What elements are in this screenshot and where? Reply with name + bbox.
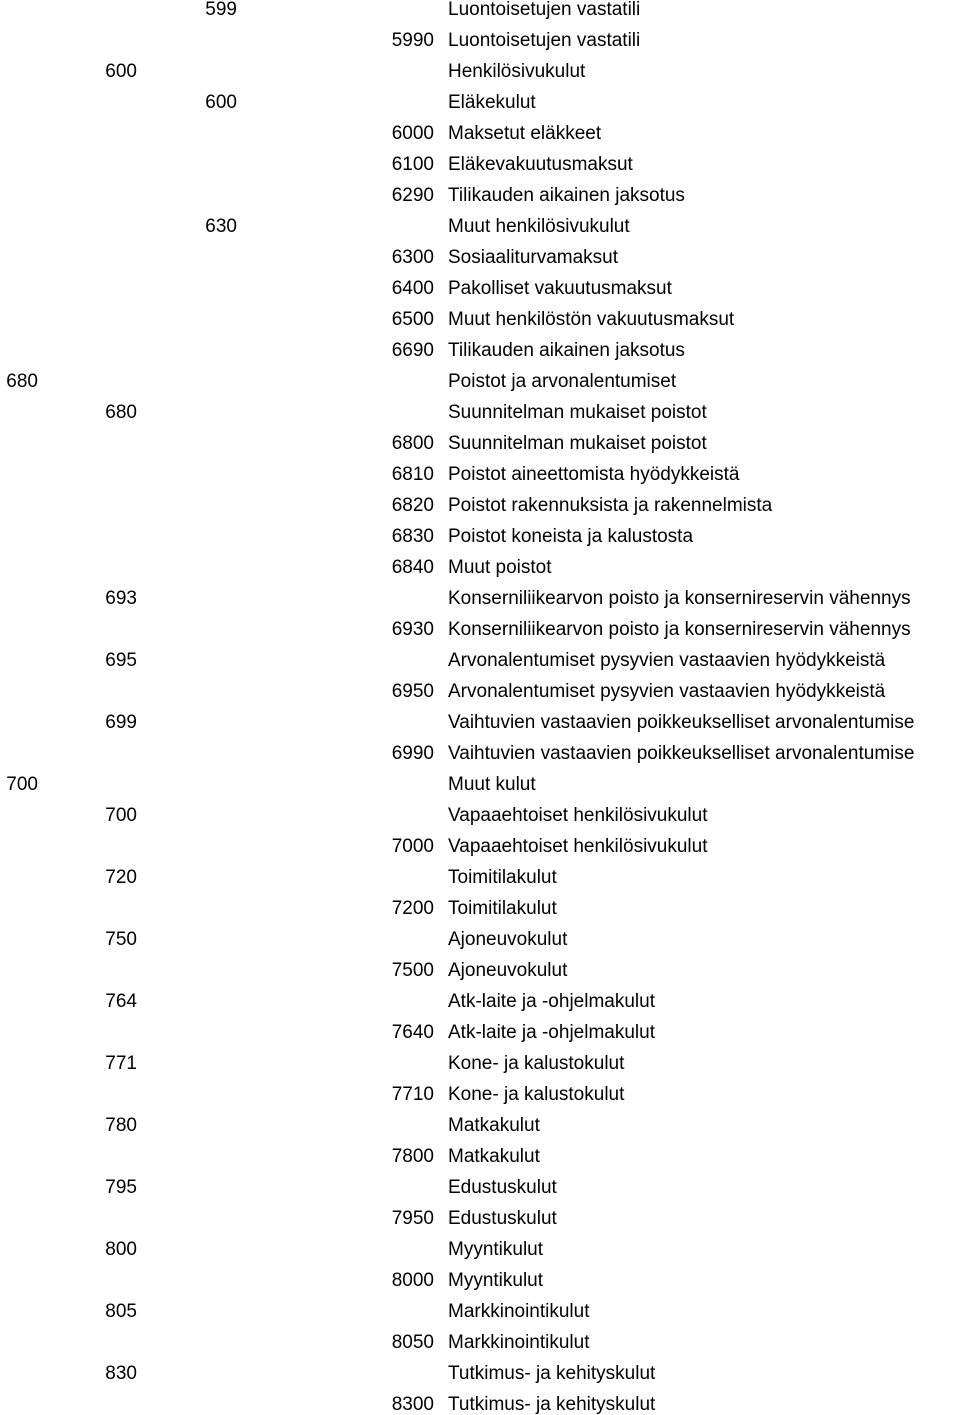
account-row <box>0 459 960 490</box>
account-row <box>0 831 960 862</box>
account-code: 5990 <box>391 30 434 51</box>
account-code: 7500 <box>391 960 434 981</box>
account-name: Toimitilakulut <box>448 898 557 919</box>
account-row <box>0 955 960 986</box>
account-name: Muut kulut <box>448 774 536 795</box>
account-code: 6000 <box>391 123 434 144</box>
account-row <box>0 273 960 304</box>
account-row <box>0 552 960 583</box>
account-name: Poistot ja arvonalentumiset <box>448 371 677 392</box>
account-row <box>0 335 960 366</box>
account-name: Ajoneuvokulut <box>448 929 568 950</box>
account-row <box>0 738 960 769</box>
account-name: Vapaaehtoiset henkilösivukulut <box>448 805 708 826</box>
account-code: 805 <box>105 1301 137 1322</box>
account-name: Vapaaehtoiset henkilösivukulut <box>448 836 708 857</box>
account-row <box>0 986 960 1017</box>
account-name: Vaihtuvien vastaavien poikkeukselliset arvonalentumise <box>448 712 915 733</box>
account-name: Suunnitelman mukaiset poistot <box>448 433 707 454</box>
account-code: 7640 <box>391 1022 434 1043</box>
account-name: Markkinointikulut <box>448 1301 590 1322</box>
account-row <box>0 1203 960 1234</box>
account-code: 7950 <box>391 1208 434 1229</box>
account-name: Konserniliikearvon poisto ja konsernireservin vähennys <box>448 619 911 640</box>
account-name: Poistot koneista ja kalustosta <box>448 526 694 547</box>
account-name: Konserniliikearvon poisto ja konsernireservin vähennys <box>448 588 911 609</box>
account-code: 6990 <box>391 743 434 764</box>
account-code: 6930 <box>391 619 434 640</box>
account-name: Vaihtuvien vastaavien poikkeukselliset arvonalentumise <box>448 743 915 764</box>
account-row <box>0 25 960 56</box>
account-row <box>0 428 960 459</box>
account-code: 6840 <box>391 557 434 578</box>
account-name: Poistot aineettomista hyödykkeistä <box>448 464 740 485</box>
account-code: 600 <box>205 92 237 113</box>
account-row <box>0 645 960 676</box>
account-row <box>0 1048 960 1079</box>
account-row <box>0 1327 960 1358</box>
account-code: 6830 <box>391 526 434 547</box>
account-code: 6690 <box>391 340 434 361</box>
account-row <box>0 1141 960 1172</box>
account-code: 700 <box>105 805 137 826</box>
account-row <box>0 490 960 521</box>
account-name: Tutkimus- ja kehityskulut <box>448 1363 656 1384</box>
account-code: 6950 <box>391 681 434 702</box>
account-row <box>0 1296 960 1327</box>
account-row <box>0 769 960 800</box>
account-code: 599 <box>205 0 237 20</box>
account-row <box>0 211 960 242</box>
account-name: Sosiaaliturvamaksut <box>448 247 619 268</box>
account-name: Maksetut eläkkeet <box>448 123 602 144</box>
account-name: Muut henkilöstön vakuutusmaksut <box>448 309 735 330</box>
account-row <box>0 707 960 738</box>
account-code: 6100 <box>391 154 434 175</box>
account-row <box>0 1389 960 1415</box>
account-code: 6400 <box>391 278 434 299</box>
account-name: Eläkevakuutusmaksut <box>448 154 633 175</box>
account-code: 764 <box>105 991 137 1012</box>
account-row <box>0 614 960 645</box>
account-row <box>0 1017 960 1048</box>
account-code: 695 <box>105 650 137 671</box>
account-row <box>0 1172 960 1203</box>
account-name: Atk-laite ja -ohjelmakulut <box>448 991 655 1012</box>
account-row <box>0 397 960 428</box>
account-code: 6800 <box>391 433 434 454</box>
account-row <box>0 1110 960 1141</box>
account-code: 6820 <box>391 495 434 516</box>
account-row <box>0 521 960 552</box>
account-code: 780 <box>105 1115 137 1136</box>
account-name: Muut henkilösivukulut <box>448 216 630 237</box>
account-row <box>0 180 960 211</box>
account-code: 830 <box>105 1363 137 1384</box>
account-name: Matkakulut <box>448 1146 540 1167</box>
account-name: Tutkimus- ja kehityskulut <box>448 1394 656 1415</box>
account-code: 6500 <box>391 309 434 330</box>
account-row <box>0 149 960 180</box>
account-row <box>0 1358 960 1389</box>
account-code: 7800 <box>391 1146 434 1167</box>
account-code: 800 <box>105 1239 137 1260</box>
account-row <box>0 366 960 397</box>
account-code: 7000 <box>391 836 434 857</box>
account-code: 8050 <box>391 1332 434 1353</box>
account-code: 700 <box>6 774 38 795</box>
account-name: Arvonalentumiset pysyvien vastaavien hyödykkeistä <box>448 681 886 702</box>
account-name: Muut poistot <box>448 557 552 578</box>
account-row <box>0 583 960 614</box>
account-row <box>0 1079 960 1110</box>
account-code: 630 <box>205 216 237 237</box>
account-row <box>0 118 960 149</box>
account-row <box>0 1265 960 1296</box>
account-name: Myyntikulut <box>448 1270 544 1291</box>
account-name: Luontoisetujen vastatili <box>448 30 641 51</box>
account-row <box>0 242 960 273</box>
account-code: 795 <box>105 1177 137 1198</box>
account-name: Kone- ja kalustokulut <box>448 1053 625 1074</box>
account-code: 7200 <box>391 898 434 919</box>
account-row <box>0 676 960 707</box>
account-code: 600 <box>105 61 137 82</box>
account-name: Myyntikulut <box>448 1239 544 1260</box>
account-code: 8000 <box>391 1270 434 1291</box>
account-code: 750 <box>105 929 137 950</box>
account-name: Suunnitelman mukaiset poistot <box>448 402 707 423</box>
account-row <box>0 304 960 335</box>
account-code: 771 <box>105 1053 137 1074</box>
account-name: Edustuskulut <box>448 1208 557 1229</box>
account-code: 7710 <box>391 1084 434 1105</box>
account-code: 6300 <box>391 247 434 268</box>
account-name: Henkilösivukulut <box>448 61 586 82</box>
account-name: Eläkekulut <box>448 92 536 113</box>
account-row <box>0 800 960 831</box>
account-row <box>0 0 960 25</box>
account-code: 680 <box>6 371 38 392</box>
account-name: Ajoneuvokulut <box>448 960 568 981</box>
account-code: 699 <box>105 712 137 733</box>
account-name: Tilikauden aikainen jaksotus <box>448 185 685 206</box>
account-name: Arvonalentumiset pysyvien vastaavien hyödykkeistä <box>448 650 886 671</box>
account-row <box>0 87 960 118</box>
account-name: Atk-laite ja -ohjelmakulut <box>448 1022 655 1043</box>
account-name: Edustuskulut <box>448 1177 557 1198</box>
account-row <box>0 56 960 87</box>
account-name: Pakolliset vakuutusmaksut <box>448 278 672 299</box>
account-row <box>0 924 960 955</box>
account-name: Matkakulut <box>448 1115 540 1136</box>
account-row <box>0 1234 960 1265</box>
account-row <box>0 893 960 924</box>
account-name: Kone- ja kalustokulut <box>448 1084 625 1105</box>
account-name: Luontoisetujen vastatili <box>448 0 641 20</box>
account-name: Poistot rakennuksista ja rakennelmista <box>448 495 773 516</box>
account-name: Markkinointikulut <box>448 1332 590 1353</box>
account-name: Toimitilakulut <box>448 867 557 888</box>
account-row <box>0 862 960 893</box>
account-code: 8300 <box>391 1394 434 1415</box>
account-code: 693 <box>105 588 137 609</box>
account-code: 6290 <box>391 185 434 206</box>
account-code: 6810 <box>391 464 434 485</box>
account-name: Tilikauden aikainen jaksotus <box>448 340 685 361</box>
account-code: 720 <box>105 867 137 888</box>
account-code: 680 <box>105 402 137 423</box>
